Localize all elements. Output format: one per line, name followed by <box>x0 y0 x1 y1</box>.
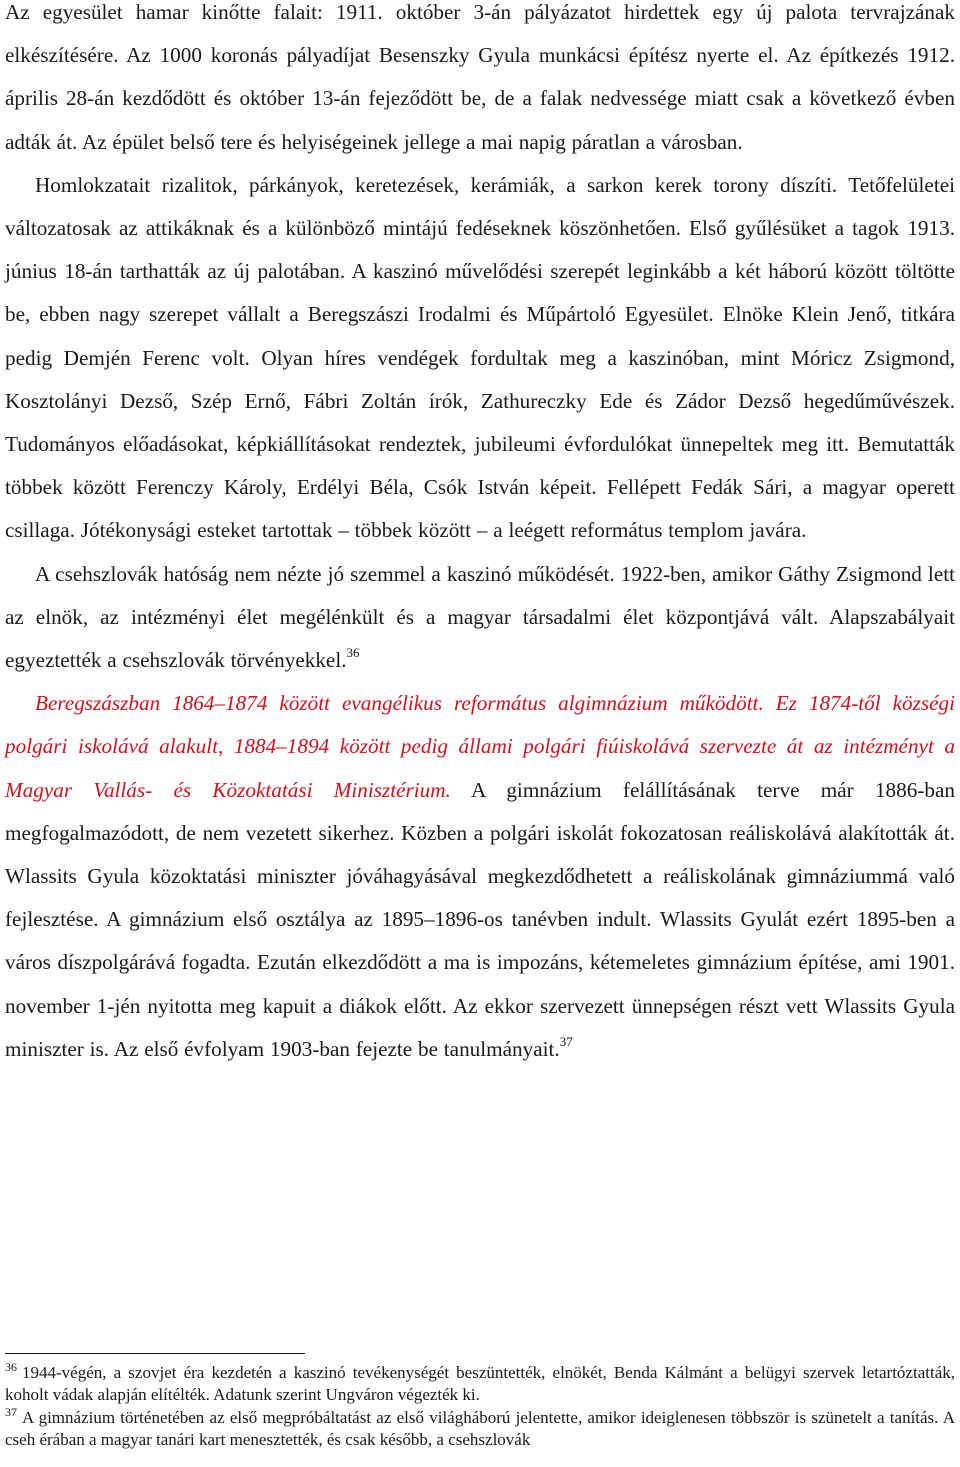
footnote-text: 1944-végén, a szovjet éra kezdetén a kaszinó tevékenységét beszüntették, elnökét, Benda Kálmánt a belügyi szervek letartóztatták, koholt vádak alapján elítélték. Adatunk szerint Ungváron végezték ki. <box>5 1363 955 1405</box>
footnotes-section <box>5 1362 955 1452</box>
paragraph-4 <box>5 682 955 1071</box>
footnote-ref-36[interactable]: 36 <box>346 645 360 661</box>
footnote-ref-37[interactable]: 37 <box>559 1033 573 1049</box>
footnote-36 <box>5 1362 955 1407</box>
paragraph-4-text: A gimnázium felállításának terve már 1886-ban megfogalmazódott, de nem vezetett sikerhez. Közben a polgári iskolát fokozatosan reáliskolává alakították át. Wlassits Gyula közoktatási miniszter jóváhagyásával megkezdődhetett a reáliskolának gimnáziummá való fejlesztése. A gimnázium első osztálya az 1895–1896-os tanévben indult. Wlassits Gyulát ezért 1895-ben a város díszpolgárává fogadta. Ezután elkezdődött a ma is impozáns, kétemeletes gimnázium építése, ami 1901. november 1-jén nyitotta meg kapuit a diákok előtt. Az ekkor szervezett ünnepségen részt vett Wlassits Gyula miniszter is. Az első évfolyam 1903-ban fejezte be tanulmányait. <box>5 777 955 1061</box>
footnote-number: 36 <box>5 1360 17 1374</box>
paragraph-3 <box>5 553 955 683</box>
paragraph-1: Az egyesület hamar kinőtte falait: 1911. október 3-án pályázatot hirdettek egy új palota tervrajzának elkészítésére. Az 1000 koronás pályadíjat Besenszky Gyula munkácsi építész nyerte el. Az építkezés 1912. április 28-án kezdődött és október 13-án fejeződött be, de a falak nedvessége miatt csak a következő évben adták át. Az épület belső tere és helyiségeinek jellege a mai napig páratlan a városban. <box>5 0 955 154</box>
highlighted-red-text: Beregszászban 1864–1874 között evangélikus református algimnázium működött. Ez 1874-től községi polgári iskolává alakult, 1884–1894 között pedig állami polgári fiúiskolává szervezte át az intézményt a Magyar Vallás- és Közoktatási Minisztérium. <box>5 691 955 802</box>
document-body <box>5 0 955 1071</box>
footnote-text: A gimnázium történetében az első megpróbáltatást az első világháború jelentette, amikor ideiglenesen többször is szünetelt a tanítás. A cseh érában a magyar tanári kart menesztették, és csak később, a csehszlovák <box>5 1407 955 1450</box>
footnote-separator <box>5 1353 305 1354</box>
footnote-37 <box>5 1404 955 1452</box>
paragraph-3-text: A csehszlovák hatóság nem nézte jó szemmel a kaszinó működését. 1922-ben, amikor Gáthy Zsigmond lett az elnök, az intézményi élet megélénkült és a magyar társadalmi élet központjává vált. Alapszabályait egyeztették a csehszlovák törvényekkel. <box>5 561 955 673</box>
footnote-number: 37 <box>5 1404 17 1419</box>
paragraph-2: Homlokzatait rizalitok, párkányok, keretezések, kerámiák, a sarkon kerek torony díszíti. Tetőfelületei változatosak az attikáknak és a különböző mintájú fedéseknek köszönhetően. Első gyűlésüket a tagok 1913. június 18-án tarthatták az új palotában. A kaszinó művelődési szerepét leginkább a két háború között töltötte be, ebben nagy szerepet vállalt a Beregszászi Irodalmi és Műpártoló Egyesület. Elnöke Klein Jenő, titkára pedig Demjén Ferenc volt. Olyan híres vendégek fordultak meg a kaszinóban, mint Móricz Zsigmond, Kosztolányi Dezső, Szép Ernő, Fábri Zoltán írók, Zathureczky Ede és Zádor Dezső hegedűművészek. Tudományos előadásokat, képkiállításokat rendeztek, jubileumi évfordulókat ünnepeltek meg itt. Bemutatták többek között Ferenczy Károly, Erdélyi Béla, Csók István képeit. Fellépett Fedák Sári, a magyar operett csillaga. Jótékonysági esteket tartottak – többek között – a leégett református templom javára. <box>5 172 955 543</box>
